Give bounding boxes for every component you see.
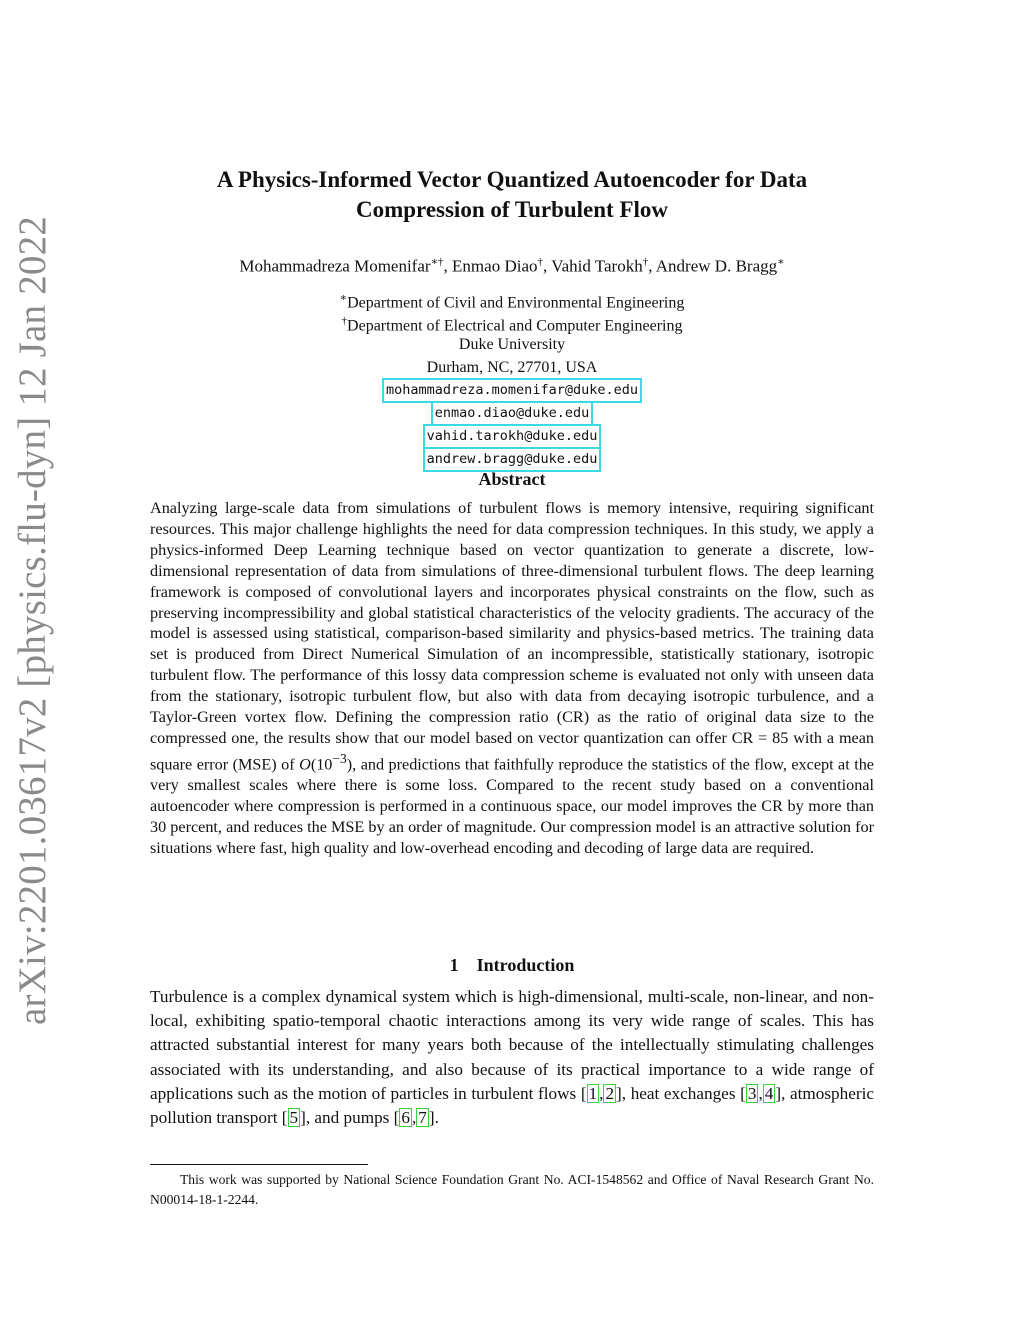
author-affiliation-mark: † — [537, 256, 543, 268]
math-close: ) — [346, 755, 353, 774]
footnote-text: This work was supported by National Science Foundation Grant No. ACI-1548562 and Office of Naval Research Grant No. N00014-18-1-2244. — [150, 1172, 874, 1207]
email-link[interactable]: mohammadreza.momenifar@duke.edu — [382, 378, 642, 403]
title-line-2: Compression of Turbulent Flow — [355, 197, 669, 222]
paper-title — [140, 165, 884, 225]
affiliation-text: Department of Electrical and Computer Engineering — [347, 317, 683, 335]
citation-link[interactable]: 3 — [747, 1083, 757, 1103]
abstract-text: Analyzing large-scale data from simulations of turbulent flows is memory intensive, requiring significant resources. This major challenge highlights the need for data compression techniques. In this study, we apply a physics-informed Deep Learning technique based on vector quantization to generate a discrete, low-dimensional representation of data from simulations of three-dimensional turbulent flows. The deep learning framework is composed of convolutional layers and incorporates physical constraints on the flow, such as preserving incompressibility and global statistical characteristics of the velocity gradients. The accuracy of the model is assessed using statistical, comparison-based similarity and physics-based metrics. The training data set is produced from Direct Numerical Simulation of an incompressible, statistically stationary, isotropic turbulent flow. The performance of this lossy data compression scheme is evaluated not only with unseen data from the stationary, isotropic turbulent flow, but also with data from decaying isotropic turbulence, and a Taylor-Green vortex flow. Defining the compression ratio (CR) as the ratio of original data size to the compressed one, the results show that our model based on vector quantization can offer CR = 85 with a mean square error (MSE) of — [150, 499, 874, 774]
body-text: , heat exchanges — [621, 1083, 741, 1103]
author-affiliation-mark: † — [642, 256, 649, 268]
title-line-1: A Physics-Informed Vector Quantized Autoencoder for Data — [216, 167, 808, 192]
footnote — [150, 1170, 874, 1210]
introduction-paragraph: Turbulence is a complex dynamical system which is high-dimensional, multi-scale, non-linear, and non-local, exhibiting spatio-temporal chaotic interactions among its very wide range of scales. This has attracted substantial interest for many years both because of the intellectually stimulating challenges associated with its understanding, and also because of its practical importance to a wide range of applications such as the motion of particles in turbulent flows [ 1 , 2 ], heat exchanges [ 3 , 4 ], atmospheric pollution transport [ 5 ], and pumps [ 6 , 7 ]. — [150, 987, 874, 1128]
affiliation-dept-1 — [140, 287, 884, 310]
arxiv-identifier[interactable]: arXiv:2201.03617v2 [physics.flu-dyn] 12 Jan 2022 — [11, 215, 54, 1025]
affiliation-mark: † — [341, 315, 348, 327]
body-text: Turbulence is a complex dynamical system which is high-dimensional, multi-scale, non-linear, and non-local, exhibiting spatio-temporal chaotic interactions among its very wide range of scales. This has attracted substantial interest for many years both because of the intellectually stimulating challenges associated with its understanding, and also because of its practical importance to a wide range of applications such as the motion of particles in turbulent flows — [150, 987, 874, 1103]
footnote-divider — [150, 1164, 368, 1165]
author-name: Vahid Tarokh — [551, 256, 643, 276]
citation-link[interactable]: 1 — [588, 1083, 598, 1103]
math-big-o: O — [299, 755, 311, 774]
email-list — [140, 378, 884, 470]
section-title: Introduction — [476, 955, 575, 975]
body-text: , and pumps — [305, 1108, 394, 1128]
math-exponent: −3 — [332, 750, 347, 766]
body-text: . — [434, 1108, 439, 1128]
body-text: , atmospheric pollution transport — [150, 1083, 874, 1128]
affiliation-mark: ∗ — [339, 292, 348, 304]
email-link[interactable]: enmao.diao@duke.edu — [431, 401, 593, 426]
math-base: (10 — [310, 755, 333, 774]
email-link[interactable]: andrew.bragg@duke.edu — [423, 447, 602, 472]
section-heading — [140, 955, 884, 976]
author-name: Mohammadreza Momenifar — [239, 256, 431, 276]
affiliations — [140, 287, 884, 379]
author-list: Mohammadreza Momenifar∗†, Enmao Diao†, Vahid Tarokh†, Andrew D. Bragg∗ — [239, 256, 785, 276]
author-name: Andrew D. Bragg — [655, 256, 778, 276]
citation-link[interactable]: 5 — [289, 1108, 299, 1128]
citation-link[interactable]: 2 — [605, 1083, 615, 1103]
affiliation-university: Duke University — [458, 336, 566, 353]
abstract-text: , and predictions that faithfully reproduce the statistics of the flow, except at the very smallest scales where there is some loss. Compared to the recent study based on a conventional autoencoder where compression is performed in a continuous space, our model improves the CR by more than 30 percent, and reduces the MSE by an order of magnitude. Our compression model is an attractive solution for situations where fast, high quality and low-overhead encoding and decoding of large data are required. — [150, 755, 874, 857]
affiliation-dept-2 — [140, 310, 884, 333]
citation-link[interactable]: 6 — [401, 1108, 410, 1128]
author-name: Enmao Diao — [452, 256, 538, 276]
citation-link[interactable]: 7 — [418, 1108, 427, 1128]
citation-link[interactable]: 4 — [764, 1083, 774, 1103]
email-link[interactable]: vahid.tarokh@duke.edu — [423, 424, 602, 449]
section-number: 1 — [449, 955, 459, 975]
author-affiliation-mark: ∗† — [430, 256, 444, 268]
abstract-heading: Abstract — [478, 469, 546, 489]
author-affiliation-mark: ∗ — [777, 256, 785, 268]
affiliation-address: Durham, NC, 27701, USA — [426, 359, 598, 376]
affiliation-text: Department of Civil and Environmental Engineering — [347, 294, 685, 312]
abstract-body — [150, 498, 874, 859]
